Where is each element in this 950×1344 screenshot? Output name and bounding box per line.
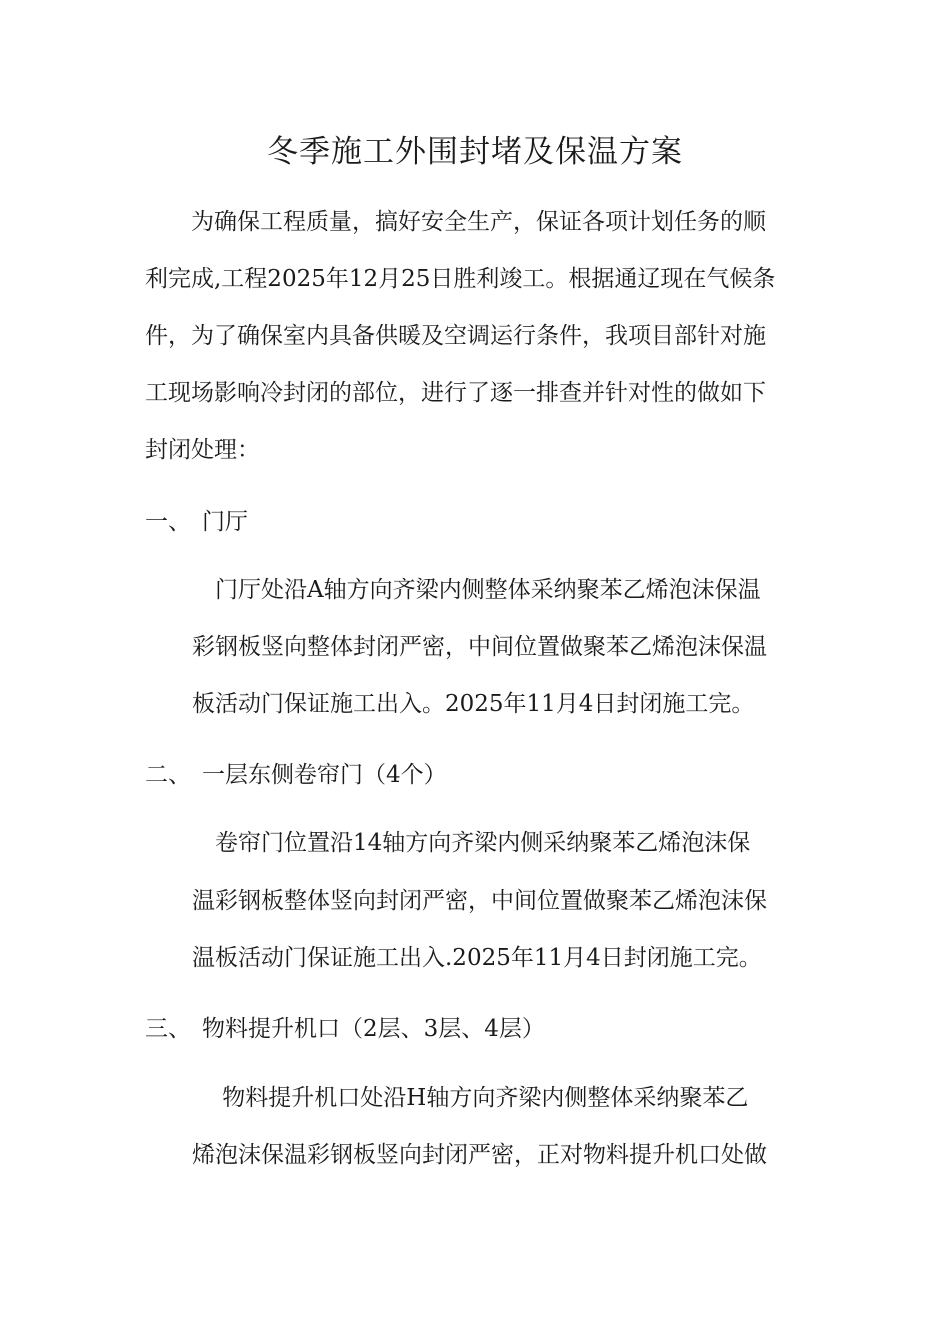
section-title: 一层东侧卷帘门（4个） xyxy=(202,762,447,788)
section-line: 温彩钢板整体竖向封闭严密，中间位置做聚苯乙烯泡沫保 xyxy=(192,888,767,914)
section-line: 门厅处沿A轴方向齐梁内侧整体采纳聚苯乙烯泡沫保温 xyxy=(192,577,761,603)
section-line: 板活动门保证施工出入。2025年11月4日封闭施工完。 xyxy=(192,691,755,717)
intro-line: 件，为了确保室内具备供暖及空调运行条件，我项目部针对施 xyxy=(145,323,766,349)
section-number: 一、 xyxy=(145,509,191,535)
document-title: 冬季施工外围封堵及保温方案 xyxy=(267,134,683,170)
section-heading xyxy=(145,505,248,539)
intro-line: 利完成,工程2025年12月25日胜利竣工。根据通辽现在气候条 xyxy=(145,266,776,292)
section-number: 二、 xyxy=(145,762,191,788)
section-line: 彩钢板竖向整体封闭严密，中间位置做聚苯乙烯泡沫保温 xyxy=(192,634,767,660)
section-heading xyxy=(145,1012,545,1046)
section-heading xyxy=(145,758,447,792)
section-title: 物料提升机口（2层、3层、4层） xyxy=(202,1016,545,1042)
section-title: 门厅 xyxy=(202,509,248,535)
section-line: 温板活动门保证施工出入.2025年11月4日封闭施工完。 xyxy=(192,945,762,971)
section-line: 卷帘门位置沿14轴方向齐梁内侧采纳聚苯乙烯泡沫保 xyxy=(192,830,751,856)
section-line: 物料提升机口处沿H轴方向齐梁内侧整体采纳聚苯乙 xyxy=(192,1085,749,1111)
intro-line: 封闭处理： xyxy=(145,437,260,463)
intro-line: 工现场影响冷封闭的部位，进行了逐一排查并针对性的做如下 xyxy=(145,380,766,406)
section-number: 三、 xyxy=(145,1016,191,1042)
intro-line: 为确保工程质量，搞好安全生产，保证各项计划任务的顺 xyxy=(145,209,766,235)
section-line: 烯泡沫保温彩钢板竖向封闭严密，正对物料提升机口处做 xyxy=(192,1142,767,1168)
